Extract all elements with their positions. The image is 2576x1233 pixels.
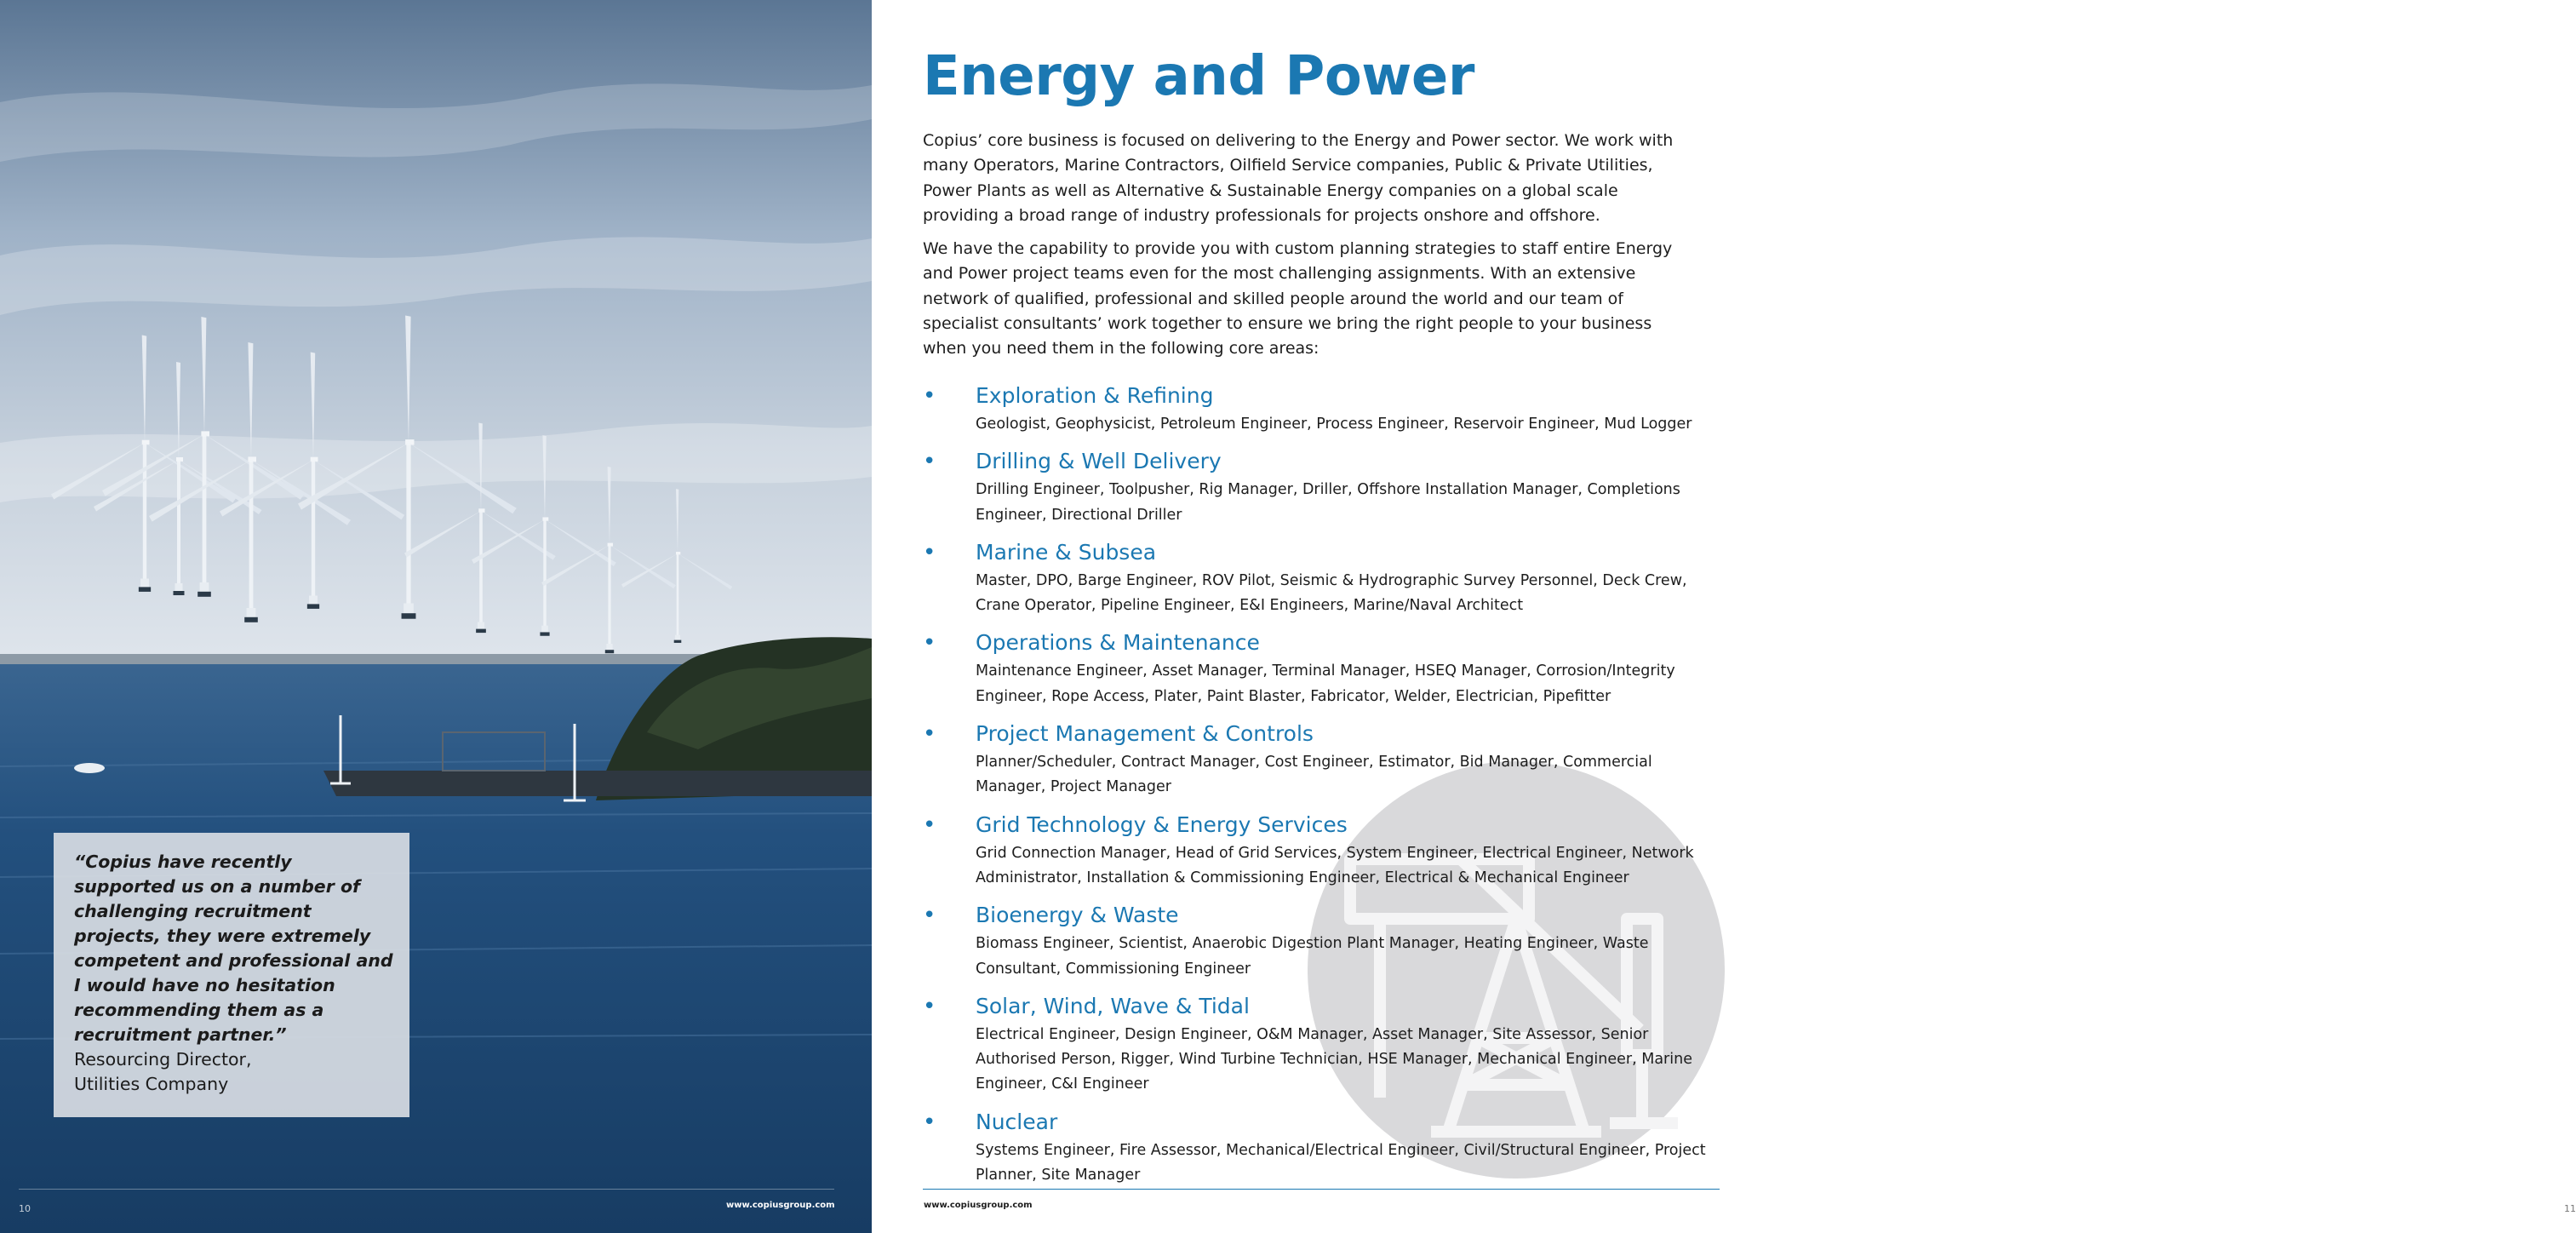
testimonial-attribution [74,1047,398,1097]
bullet-icon: • [923,383,936,409]
testimonial-quote: “Copius have recently supported us on a number of challenging recruitment projects, they were extremely competent and professional and I would have no hesitation recommending them as a recruitment partner.” [74,852,393,1045]
core-area-roles: Maintenance Engineer, Asset Manager, Terminal Manager, HSEQ Manager, Corrosion/Integrity Engineer, Rope Access, Plater, Paint Blaster, Fabricator, Welder, Electrician, Pipefitter [976,662,1675,705]
attribution-company: Utilities Company [74,1074,229,1094]
bullet-icon: • [923,449,936,475]
footer-divider-right [923,1189,1720,1190]
bullet-icon: • [923,993,936,1019]
core-area-exploration-refining [923,380,1706,437]
core-area-title: Operations & Maintenance [976,630,1260,656]
intro-text [923,129,1689,370]
core-area-drilling-well-delivery [923,445,1706,528]
intro-paragraph-1: Copius’ core business is focused on delivering to the Energy and Power sector. We work with many Operators, Marine Contractors, Oilfield Service companies, Public & Private Utilities, Power Plants as well as Alternative & Sustainable Energy companies on a global scale providing a broad range of industry professionals for projects onshore and offshore. [923,131,1674,225]
bullet-icon: • [923,539,936,565]
page-number-left: 10 [19,1203,31,1214]
core-area-solar-wind-wave-tidal [923,990,1706,1098]
attribution-role: Resourcing Director, [74,1049,252,1070]
footer-url-right[interactable]: www.copiusgroup.com [924,1201,1033,1210]
core-area-roles: Biomass Engineer, Scientist, Anaerobic Digestion Plant Manager, Heating Engineer, Waste Consultant, Commissioning Engineer [976,935,1649,978]
core-area-nuclear [923,1106,1706,1189]
core-area-title: Grid Technology & Energy Services [976,811,1348,837]
bullet-icon: • [923,630,936,657]
intro-paragraph-2: We have the capability to provide you with custom planning strategies to staff entire Energy and Power project teams even for the most challenging assignments. With an extensive network of qualified, professional and skilled people around the world and our team of specialist consultants’ work together to ensure we bring the right people to your business when you need them in the following core areas: [923,239,1673,358]
core-area-roles: Electrical Engineer, Design Engineer, O&M Manager, Asset Manager, Site Assessor, Senior Authorised Person, Rigger, Wind Turbine Technician, HSE Manager, Mechanical Engineer, Marine Engineer, C&I Engineer [976,1025,1692,1093]
core-area-roles: Drilling Engineer, Toolpusher, Rig Manager, Driller, Offshore Installation Manager, Completions Engineer, Directional Driller [976,481,1680,524]
right-page-content [872,0,2576,1233]
core-area-roles: Systems Engineer, Fire Assessor, Mechanical/Electrical Engineer, Civil/Structural Engineer, Project Planner, Site Manager [976,1141,1706,1184]
core-area-roles: Master, DPO, Barge Engineer, ROV Pilot, Seismic & Hydrographic Survey Personnel, Deck Crew, Crane Operator, Pipeline Engineer, E&I Engineers, Marine/Naval Architect [976,571,1687,615]
bullet-icon: • [923,721,936,748]
core-area-title: Nuclear [976,1109,1058,1134]
core-area-grid-technology-energy-services [923,809,1706,892]
core-area-bioenergy-waste [923,899,1706,982]
footer-divider-left [19,1189,834,1190]
core-area-title: Bioenergy & Waste [976,903,1179,928]
page-number-right: 11 [2564,1203,2576,1214]
bullet-icon: • [923,811,936,838]
core-area-title: Exploration & Refining [976,383,1214,408]
core-area-roles: Geologist, Geophysicist, Petroleum Engineer, Process Engineer, Reservoir Engineer, Mud Logger [976,416,1692,433]
footer-url-left[interactable]: www.copiusgroup.com [726,1201,835,1210]
core-area-title: Project Management & Controls [976,721,1314,747]
bullet-icon: • [923,1109,936,1135]
bullet-icon: • [923,903,936,929]
core-area-marine-subsea [923,536,1706,619]
core-area-project-management-controls [923,718,1706,800]
core-area-roles: Grid Connection Manager, Head of Grid Services, System Engineer, Electrical Engineer, Network Administrator, Installation & Commissioning Engineer, Electrical & Mechanical Engineer [976,844,1694,886]
core-area-title: Drilling & Well Delivery [976,449,1222,474]
core-areas-list [923,380,1706,1196]
core-area-title: Marine & Subsea [976,539,1157,565]
core-area-title: Solar, Wind, Wave & Tidal [976,993,1250,1018]
core-area-roles: Planner/Scheduler, Contract Manager, Cost Engineer, Estimator, Bid Manager, Commercial Manager, Project Manager [976,754,1652,796]
core-area-operations-maintenance [923,627,1706,709]
left-page-photo-spread [0,0,872,1233]
testimonial-quote-box [54,833,409,1117]
page-title: Energy and Power [923,45,1474,108]
